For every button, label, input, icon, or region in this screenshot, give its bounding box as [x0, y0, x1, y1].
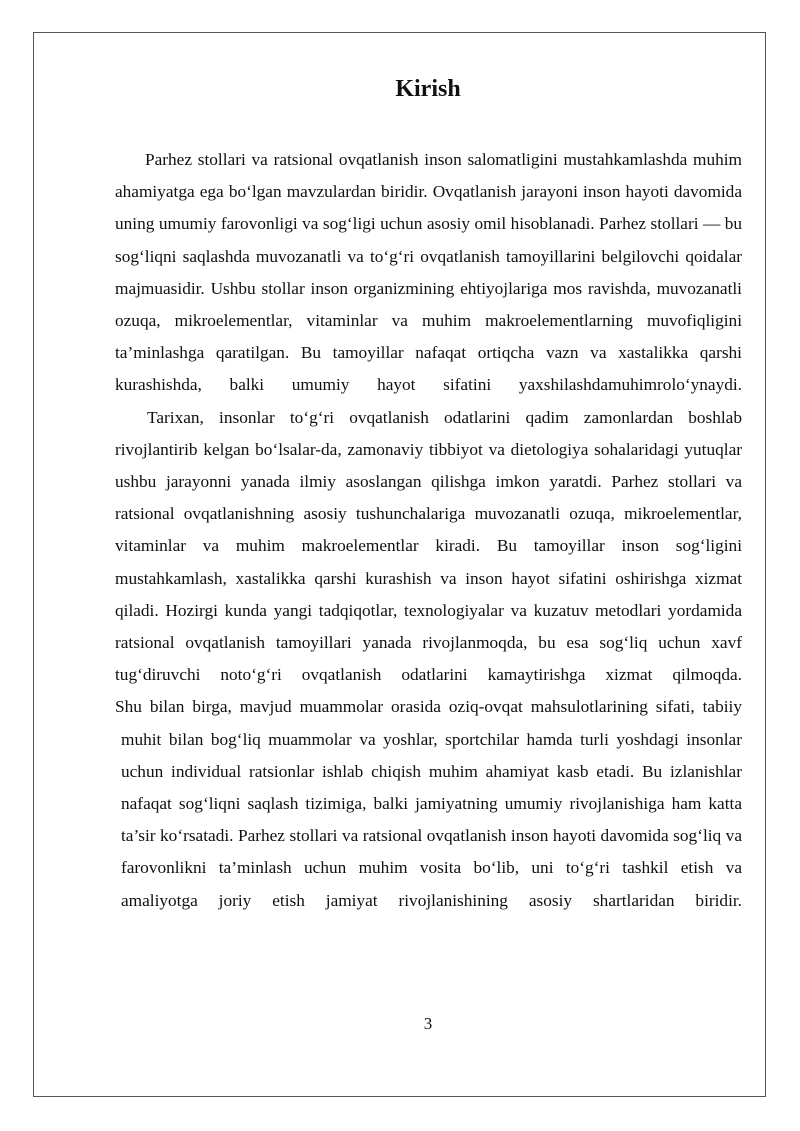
- page-title: Kirish: [395, 76, 461, 102]
- paragraph-1: Parhez stollari va ratsional ovqatlanish inson salomatligini mustahkamlashda muhim ahamiyatga ega bo‘lgan mavzulardan biridir. Ovqatlanish jarayoni inson hayoti davomida uning umumiy farovonligi va sog‘ligi uchun asosiy omil hisoblanadi. Parhez stollari — bu sog‘liqni saqlashda muvozanatli va to‘g‘ri ovqatlanish tamoyillarini belgilovchi qoidalar majmuasidir. Ushbu stollar inson organizmining ehtiyojlariga mos ravishda, muvozanatli ozuqa, mikroelementlar, vitaminlar va muhim makroelementlarning muvofiqligini ta’minlashga qaratilgan. Bu tamoyillar nafaqat ortiqcha vazn va xastalikka qarshi kurashishda, balki umumiy hayot sifatini yaxshilashdamuhimrolo‘ynaydi.: [115, 150, 742, 395]
- paragraph-3: Shu bilan birga, mavjud muammolar orasida oziq-ovqat mahsulotlarining sifati, tabiiy muhit bilan bog‘liq muammolar va yoshlar, sportchilar hamda turli yoshdagi insonlar uchun individual ratsionlar ishlab chiqish muhim ahamiyat kasb etadi. Bu izlanishlar nafaqat sog‘liqni saqlash tizimiga, balki jamiyatning umumiy rivojlanishiga ham katta ta’sir ko‘rsatadi. Parhez stollari va ratsional ovqatlanish inson hayoti davomida sog‘liq va farovonlikni ta’minlash uchun muhim vosita bo‘lib, uni to‘g‘ri tashkil etish va amaliyotga joriy etish jamiyat rivojlanishining asosiy shartlaridan biridir.: [115, 697, 742, 910]
- document-body: [115, 144, 742, 917]
- paragraph-2: Tarixan, insonlar to‘g‘ri ovqatlanish odatlarini qadim zamonlardan boshlab rivojlantirib kelgan bo‘lsalar-da, zamonaviy tibbiyot va dietologiya sohalaridagi yutuqlar ushbu jarayonni yanada ilmiy asoslangan qilishga imkon yaratdi. Parhez stollari va ratsional ovqatlanishning asosiy tushunchalariga muvozanatli ozuqa, mikroelementlar, vitaminlar va muhim makroelementlar kiradi. Bu tamoyillar inson sog‘ligini mustahkamlash, xastalikka qarshi kurashish va inson hayot sifatini oshirishga xizmat qiladi. Hozirgi kunda yangi tadqiqotlar, texnologiyalar va kuzatuv metodlari yordamida ratsional ovqatlanish tamoyillari yanada rivojlanmoqda, bu esa sog‘liq uchun xavf tug‘diruvchi noto‘g‘ri ovqatlanish odatlarini kamaytirishga xizmat qilmoqda.: [115, 407, 742, 685]
- page-number: 3: [423, 1014, 433, 1033]
